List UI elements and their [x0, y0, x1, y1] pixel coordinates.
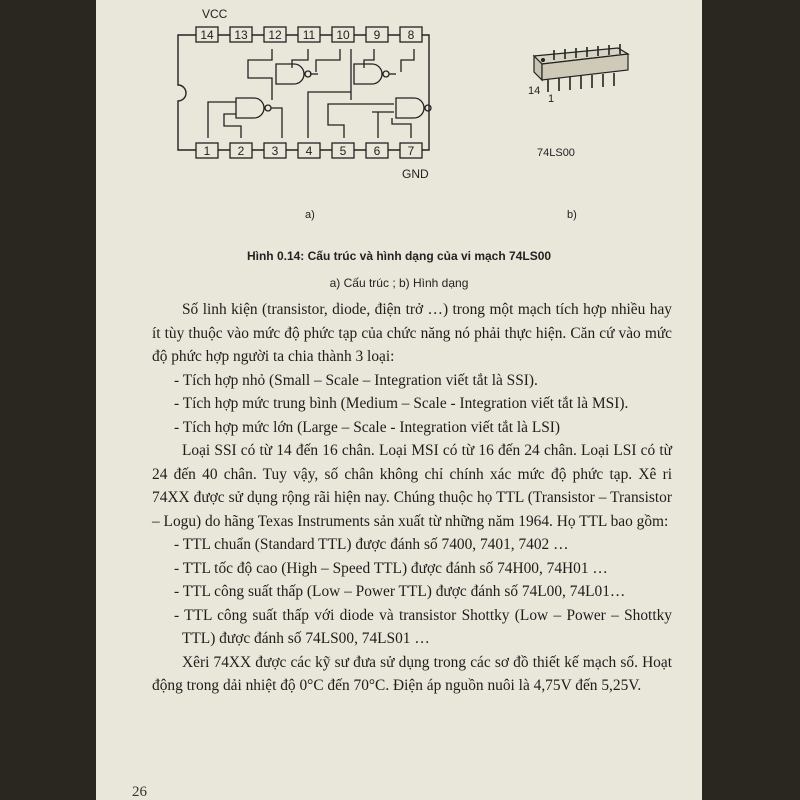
top-pin-13-label: 13 [234, 28, 248, 42]
vcc-label: VCC [202, 7, 228, 21]
figure-subcaption: a) Cấu trúc ; b) Hình dạng [329, 276, 469, 290]
bottom-pin-7-label: 7 [407, 144, 415, 158]
paragraph-intro: Số linh kiện (transistor, diode, điện trở …) trong một mạch tích hợp nhiều hay ít tùy thuộc vào mức độ phức tạp của chức năng nó phải thực hiện. Căn cứ vào mức độ phức hợp người ta chia thành 3 loại: [152, 301, 672, 365]
body-text [152, 298, 672, 698]
gnd-label: GND [402, 167, 429, 181]
top-pin-8-label: 8 [407, 28, 415, 42]
paragraph-ttl: Loại SSI có từ 14 đến 16 chân. Loại MSI có từ 16 đến 24 chân. Loại LSI có từ 24 đến 40 chân. Tuy vậy, số chân không chỉ chính xác mức độ phức tạp. Xê ri 74XX được sử dụng rộng rãi hiện nay. Chúng thuộc họ TTL (Transistor – Transistor – Logu) do hãng Texas Instruments sản xuất từ những năm 1964. Họ TTL bao gồm: [152, 442, 672, 530]
top-pin-11-label: 11 [302, 28, 316, 42]
bottom-pin-4-label: 4 [305, 144, 313, 158]
nand-gates-top [276, 64, 396, 84]
bottom-pin-5-label: 5 [339, 144, 347, 158]
figure-label-a: a) [305, 209, 315, 221]
top-pin-10-label: 10 [336, 28, 350, 42]
top-pin-12-label: 12 [268, 28, 282, 42]
list-item-ssi: - Tích hợp nhỏ (Small – Scale – Integration viết tắt là SSI). [174, 371, 538, 389]
bottom-pin-6-label: 6 [373, 144, 381, 158]
top-pin-9-label: 9 [373, 28, 381, 42]
paragraph-74xx: Xêri 74XX được các kỹ sư đưa sử dụng trong các sơ đồ thiết kế mạch số. Hoạt động trong dải nhiệt độ 0°C đến 70°C. Điện áp nguồn nuôi là 4,75V đến 5,25V. [152, 653, 672, 694]
book-page [96, 0, 702, 800]
gate-wiring-bottom [208, 92, 411, 138]
bottom-pin-1-label: 1 [203, 144, 211, 158]
list-item-shottky-ttl: - TTL công suất thấp với diode và transistor Shottky (Low – Power – Shottky TTL) được đánh số 74LS00, 74LS01 … [174, 606, 672, 647]
list-item-low-power-ttl: - TTL công suất thấp (Low – Power TTL) được đánh số 74L00, 74L01… [174, 583, 626, 600]
list-item-lsi: - Tích hợp mức lớn (Large – Scale - Integration viết tắt là LSI) [174, 418, 561, 436]
list-item-standard-ttl: - TTL chuẩn (Standard TTL) được đánh số 7400, 7401, 7402 … [174, 536, 569, 553]
chip-pin-1-label: 1 [548, 93, 555, 105]
chip-pin-14-label: 14 [528, 85, 541, 97]
top-pin-14-label: 14 [200, 28, 214, 42]
bottom-pin-3-label: 3 [271, 144, 279, 158]
figure-caption: Hình 0.14: Cấu trúc và hình dạng của vi mạch 74LS00 [246, 249, 552, 263]
list-item-msi: - Tích hợp mức trung bình (Medium – Scale - Integration viết tắt là MSI). [174, 395, 629, 412]
chip-name: 74LS00 [537, 147, 575, 159]
page-number: 26 [132, 784, 147, 800]
dip-chip-drawing [534, 44, 628, 92]
bottom-pin-2-label: 2 [237, 144, 245, 158]
list-item-high-speed-ttl: - TTL tốc độ cao (High – Speed TTL) được đánh số 74H00, 74H01 … [174, 559, 608, 577]
figure-label-b: b) [567, 209, 577, 221]
ic-body [178, 35, 429, 150]
